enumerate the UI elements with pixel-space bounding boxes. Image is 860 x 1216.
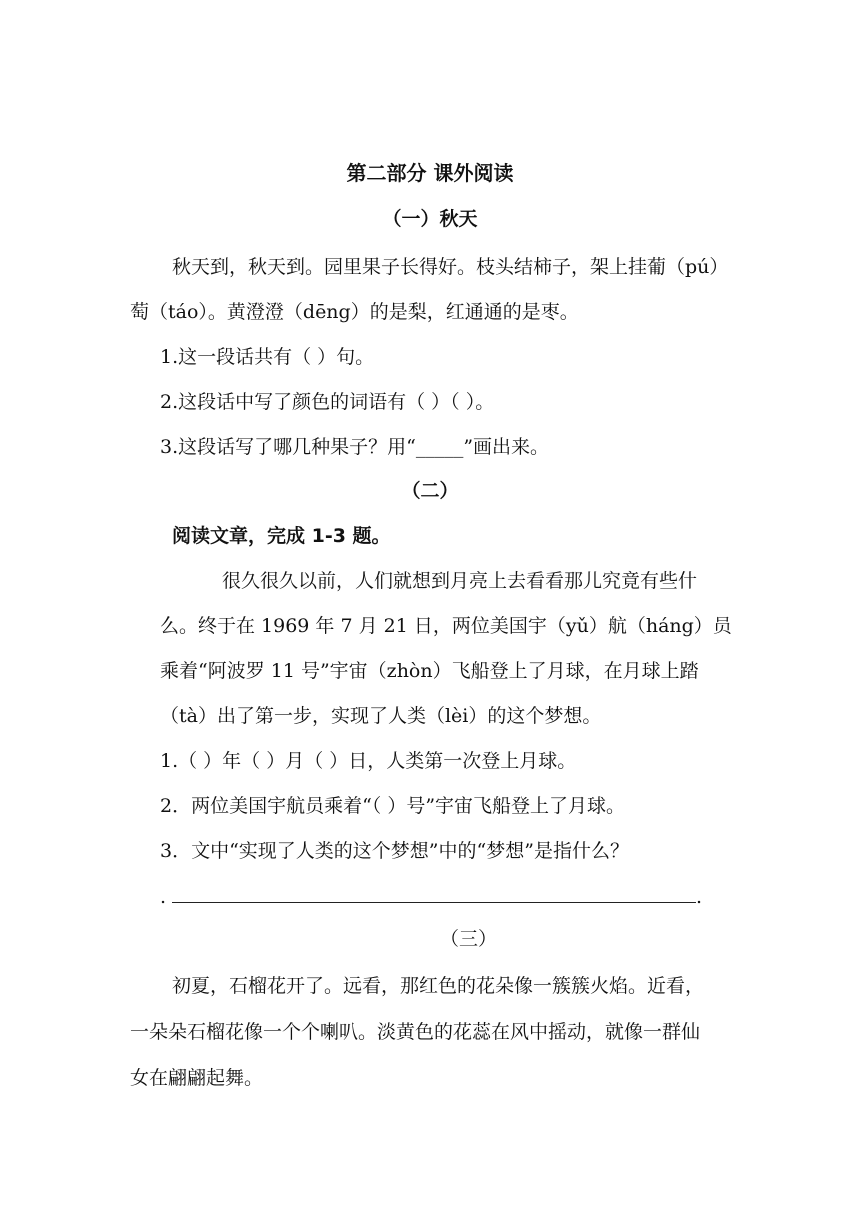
- section1-question1: 1.这一段话共有（ ）句。: [160, 346, 375, 368]
- section3-heading: （三）: [440, 928, 498, 950]
- section2-passage-line2: 么。终于在 1969 年 7 月 21 日，两位美国宇（yǔ）航（háng）员: [160, 615, 732, 637]
- answer-line-start: .: [160, 886, 167, 908]
- section2-heading: （二）: [401, 480, 459, 502]
- section2-passage-line1: 很久很久以前，人们就想到月亮上去看看那儿究竟有些什: [222, 570, 698, 592]
- section2-passage-line4: （tà）出了第一步，实现了人类（lèi）的这个梦想。: [160, 705, 602, 727]
- section2-passage-line3: 乘着“阿波罗 11 号”宇宙（zhòn）飞船登上了月球，在月球上踏: [160, 660, 699, 682]
- section2-question3: 3．文中“实现了人类的这个梦想”中的“梦想”是指什么？: [160, 840, 629, 862]
- page-title: 第二部分 课外阅读: [346, 161, 514, 185]
- section1-question3: 3.这段话写了哪几种果子？用“_____”画出来。: [160, 436, 550, 458]
- section2-question1: 1.（ ）年（ ）月（ ）日，人类第一次登上月球。: [160, 750, 577, 772]
- section1-passage-line2: 萄（táo）。黄澄澄（dēng）的是梨，红通通的是枣。: [130, 301, 579, 323]
- section1-passage-line1: 秋天到，秋天到。园里果子长得好。枝头结柿子，架上挂葡（pú）: [172, 256, 729, 278]
- section1-heading: （一）秋天: [382, 208, 478, 230]
- section3-passage-line1: 初夏，石榴花开了。远看，那红色的花朵像一簇簇火焰。近看，: [172, 975, 705, 997]
- answer-line: [172, 902, 696, 903]
- section3-passage-line3: 女在翩翩起舞。: [130, 1067, 264, 1089]
- answer-line-end: .: [696, 886, 703, 908]
- section1-question2: 2.这段话中写了颜色的词语有（ ）（ ）。: [160, 391, 495, 413]
- section3-passage-line2: 一朵朵石榴花像一个个喇叭。淡黄色的花蕊在风中摇动，就像一群仙: [130, 1021, 701, 1043]
- section2-question2: 2．两位美国宇航员乘着“（ ）号”宇宙飞船登上了月球。: [160, 795, 626, 817]
- section2-instruction: 阅读文章，完成 1-3 题。: [172, 525, 391, 547]
